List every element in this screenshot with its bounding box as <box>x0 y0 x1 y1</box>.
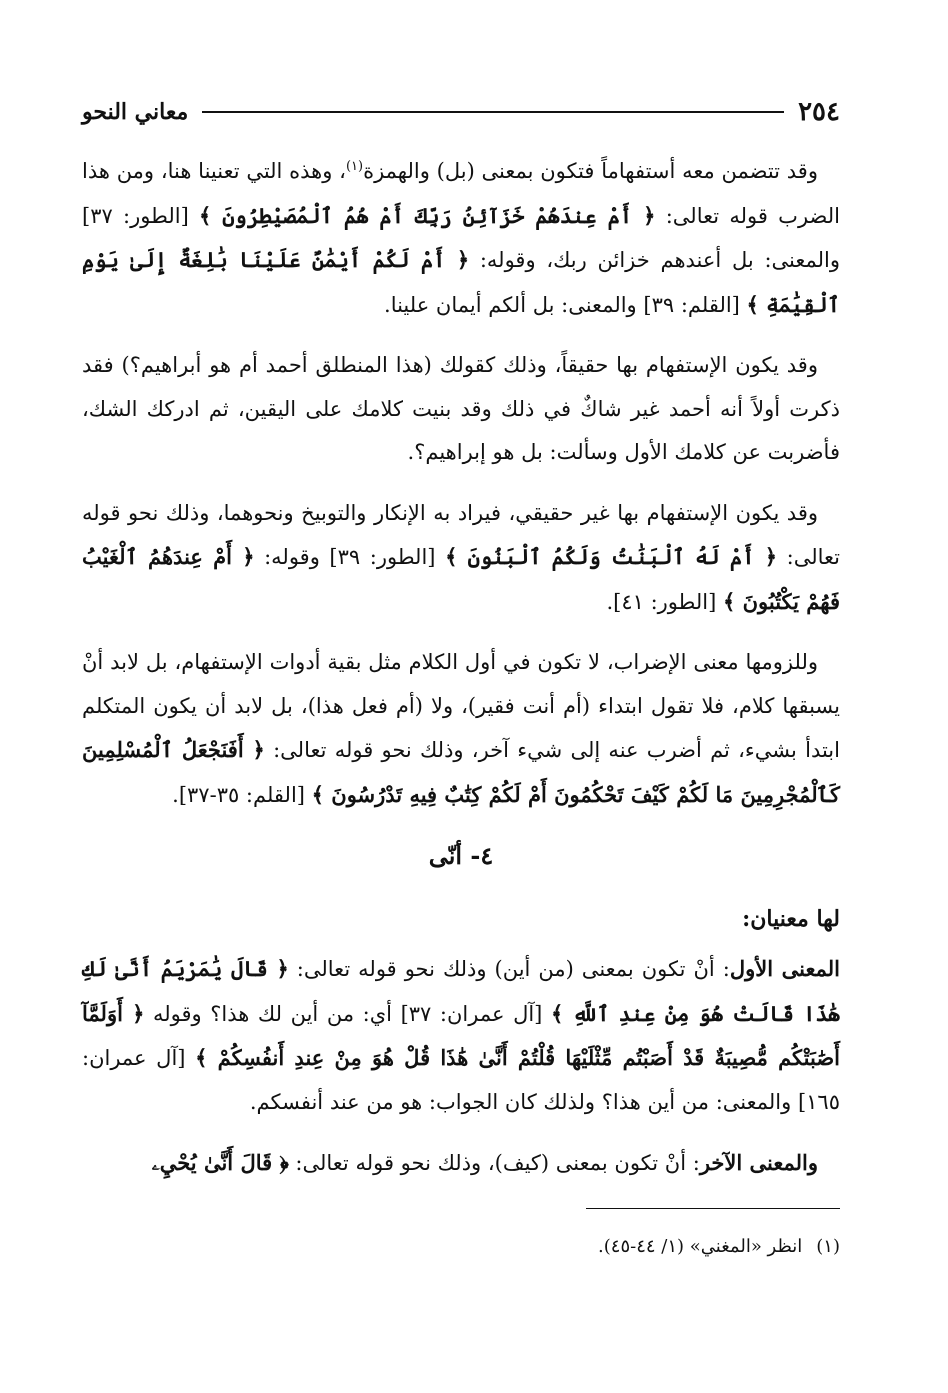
text-span: [القلم: ٣٥-٣٧]. <box>172 782 312 807</box>
quran-verse: ﴿ قَالَ يَٰمَرْيَمُ أَنَّىٰ لَكِ هَٰذَا قَالَتْ هُوَ مِنْ عِندِ ٱللَّهِ ﴾ <box>82 956 841 1026</box>
meaning-term: والمعنى الآخر <box>699 1150 818 1175</box>
quran-verse: ﴿ أَمْ لَهُ ٱلْبَنَٰتُ وَلَكُمُ ٱلْبَنُونَ ﴾ <box>445 544 778 569</box>
footnote <box>82 1232 840 1262</box>
text-span: وقد تتضمن معه أستفهاماً فتكون بمعنى (بل) والهمزة <box>363 159 818 183</box>
text-span: : أنْ تكون بمعنى (كيف)، وذلك نحو قوله تعالى: <box>288 1151 700 1175</box>
page-number: ٢٥٤ <box>798 97 840 127</box>
text-span: [القلم: ٣٩] والمعنى: بل ألكم أيمان علينا. <box>384 292 747 317</box>
section-heading: ٤- أنّى <box>428 841 494 870</box>
text-span: [آل عمران: ١٦٥] والمعنى: من أين هذا؟ ولذلك كان الجواب: هو من عند أنفسكم. <box>82 1046 840 1114</box>
text-span: وقد يكون الإستفهام بها غير حقيقي، فيراد به الإنكار والتوبيخ ونحوهما، وذلك نحو قوله تعالى: <box>82 500 840 569</box>
footnote-marker: (١) <box>816 1236 840 1257</box>
meaning-1-paragraph <box>82 947 840 1124</box>
header-rule <box>202 111 784 113</box>
footnote-rule <box>586 1208 840 1209</box>
paragraph-2: وقد يكون الإستفهام بها حقيقاً، وذلك كقولك (هذا المنطلق أحمد أم هو أبراهيم؟) فقد ذكرت أولاً أنه أحمد غير شاكٌ في ذلك وقد بنيت كلامك على اليقين، ثم ادركك الشك، فأضربت عن كلامك الأول وسألت: بل هو إبراهيم؟. <box>82 353 840 464</box>
text-span: وللزومها معنى الإضراب، لا تكون في أول الكلام مثل بقية أدوات الإستفهام، بل لابد أنْ يسبقها كلام، فلا تقول ابتداء (أم أنت فقير)، ولا (أم فعل هذا)، بل لابد أن يكون المتكلم ابتدأ بشيء، ثم أضرب عنه إلى شيء آخر، وذلك نحو قوله تعالى: <box>82 650 840 762</box>
meaning-term: المعنى الأول <box>729 956 841 981</box>
section-subheading: لها معنيان: <box>742 905 840 932</box>
quran-verse: ﴿ أَوَلَمَّآ أَصَٰبَتْكُم مُّصِيبَةٌ قَدْ أَصَبْتُم مِّثْلَيْهَا قُلْتُمْ أَنَّىٰ هَٰذَا قُلْ هُوَ مِنْ عِندِ أَنفُسِكُمْ ﴾ <box>82 1000 840 1070</box>
text-span: [الطور: ٣٧] والمعنى: بل أعندهم خزائن ربك، وقوله: <box>82 203 840 272</box>
paragraph-1 <box>82 150 840 327</box>
paragraph-4 <box>82 641 840 817</box>
text-span: [آل عمران: ٣٧] أي: من أين لك هذا؟ وقوله <box>144 1001 551 1026</box>
page-header <box>82 92 840 132</box>
paragraph-3 <box>82 492 840 625</box>
quran-verse: ﴿ أَفَنَجْعَلُ ٱلْمُسْلِمِينَ كَٱلْمُجْرِمِينَ مَا لَكُمْ كَيْفَ تَحْكُمُونَ أَمْ لَكُمْ كِتَٰبٌ فِيهِ تَدْرُسُونَ ﴾ <box>82 737 840 807</box>
quran-verse: ﴿ أَمْ عِندَهُمُ ٱلْغَيْبُ فَهُمْ يَكْتُبُونَ ﴾ <box>82 544 840 614</box>
page-body <box>82 150 840 1203</box>
text-span: ، وهذه التي تعنينا هنا، ومن هذا الضرب قوله تعالى: <box>82 159 840 228</box>
quran-verse: ﴿ قَالَ أَنَّىٰ يُحْيِۦ <box>151 1150 289 1175</box>
footnote-reference: (١) <box>345 159 364 174</box>
running-title: معاني النحو <box>82 99 189 125</box>
quran-verse: ﴿ أَمْ لَكُمْ أَيْمَٰنٌ عَلَيْنَا بَٰلِغَةٌ إِلَىٰ يَوْمِ ٱلْقِيَٰمَةِ ﴾ <box>82 247 840 317</box>
footnote-text: انظر «المغني» (١/ ٤٤-٤٥). <box>598 1236 803 1257</box>
meaning-2-paragraph <box>82 1141 840 1186</box>
text-span: : أنْ تكون بمعنى (من أين) وذلك نحو قوله تعالى: <box>288 957 730 981</box>
text-span: [الطور: ٤١]. <box>606 589 723 614</box>
text-span: [الطور: ٣٩] وقوله: <box>254 545 446 569</box>
quran-verse: ﴿ أَمْ عِندَهُمْ خَزَآئِنُ رَبِّكَ أَمْ هُمُ ٱلْمُصَيْطِرُونَ ﴾ <box>199 202 656 228</box>
